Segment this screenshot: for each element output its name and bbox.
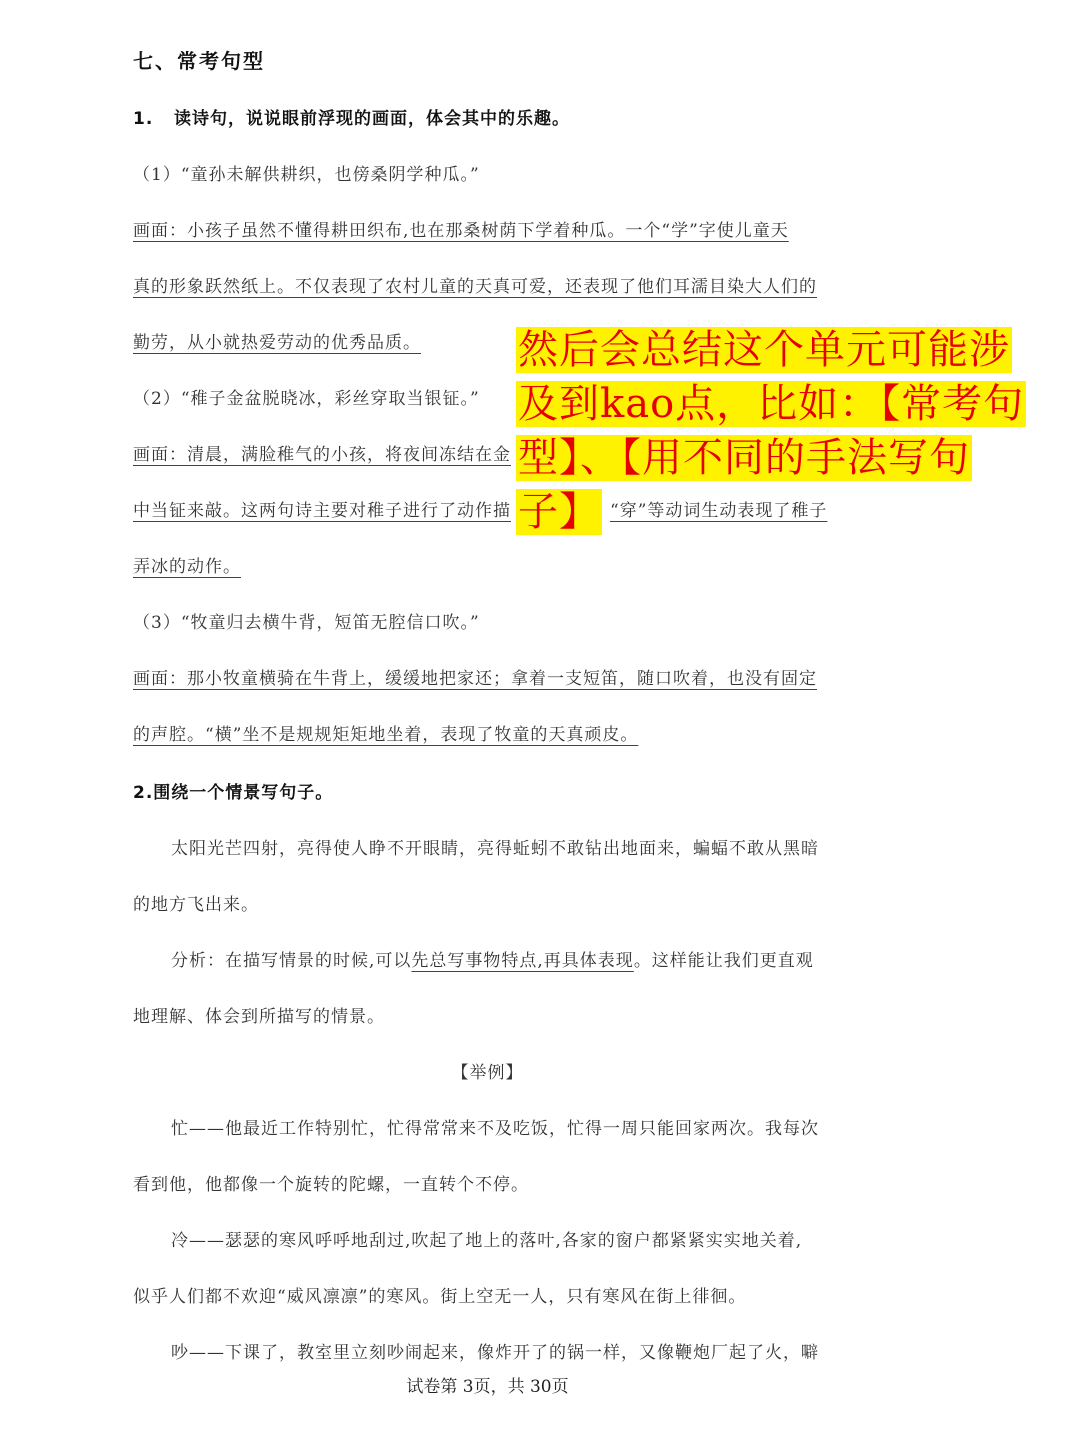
answer-3-line-2: 的声腔。“横”坐不是规规矩矩地坐着，表现了牧童的天真顽皮。 [133,725,639,745]
scene-text-line-2: 的地方飞出来。 [133,895,259,915]
annotation-line-3: 型】、【用不同的手法写句 [518,435,970,481]
example-noisy-line-1: 吵——下课了，教室里立刻吵闹起来，像炸开了的锅一样，又像鞭炮厂起了火，噼 [171,1343,819,1363]
answer-1-line-3: 勤劳，从小就热爱劳动的优秀品质。 [133,333,421,353]
annotation-overlay [516,323,1076,539]
question-1-title: 1. 读诗句，说说眼前浮现的画面，体会其中的乐趣。 [133,109,571,129]
example-cold-line-1: 冷——瑟瑟的寒风呼呼地刮过,吹起了地上的落叶,各家的窗户都紧紧实实地关着, [171,1231,803,1251]
analysis-key-method: 先总写事物特点,再具体表现 [411,951,634,971]
answer-3-line-1: 画面：那小牧童横骑在牛背上，缓缓地把家还；拿着一支短笛，随口吹着，也没有固定 [133,669,817,689]
question-2-title: 2.围绕一个情景写句子。 [133,783,334,803]
answer-2-line-2: 中当钲来敲。这两句诗主要对稚子进行了动作描 [133,501,511,521]
example-cold-line-2: 似乎人们都不欢迎“威风凛凛”的寒风。街上空无一人，只有寒风在街上徘徊。 [133,1287,747,1307]
answer-2-line-1: 画面：清晨，满脸稚气的小孩，将夜间冻结在金 [133,445,511,465]
poem-line-2: （2）“稚子金盆脱晓冰，彩丝穿取当银钲。” [133,389,480,409]
scene-text-line-1: 太阳光芒四射，亮得使人睁不开眼睛，亮得蚯蚓不敢钻出地面来，蝙蝠不敢从黑暗 [171,839,819,859]
analysis-line-2: 地理解、体会到所描写的情景。 [133,1007,385,1027]
page-footer: 试卷第 3页，共 30页 [406,1377,569,1397]
answer-1-line-1: 画面：小孩子虽然不懂得耕田织布,也在那桑树荫下学着种瓜。一个“学”字使儿童天 [133,221,789,241]
section-title: 七、常考句型 [133,49,265,73]
answer-2-line-3: 弄冰的动作。 [133,557,241,577]
annotation-line-4: 子】 [518,489,600,535]
poem-line-3: （3）“牧童归去横牛背，短笛无腔信口吹。” [133,613,480,633]
example-busy-line-2: 看到他，他都像一个旋转的陀螺，一直转个不停。 [133,1175,529,1195]
analysis-line-1 [171,949,814,973]
answer-1-line-2: 真的形象跃然纸上。不仅表现了农村儿童的天真可爱，还表现了他们耳濡目染大人们的 [133,277,817,297]
analysis-prefix: 分析：在描写情景的时候,可以 [171,951,412,971]
example-heading: 【举例】 [451,1063,524,1083]
poem-line-1: （1）“童孙未解供耕织，也傍桑阴学种瓜。” [133,165,480,185]
answer-2-line-2-tail: “穿”等动词生动表现了稚子 [610,501,828,521]
annotation-line-1: 然后会总结这个单元可能涉 [518,327,1010,373]
example-busy-line-1: 忙——他最近工作特别忙，忙得常常来不及吃饭，忙得一周只能回家两次。我每次 [171,1119,819,1139]
annotation-line-2: 及到kao点，比如：【常考句 [518,381,1025,427]
analysis-suffix: 。这样能让我们更直观 [633,951,814,971]
